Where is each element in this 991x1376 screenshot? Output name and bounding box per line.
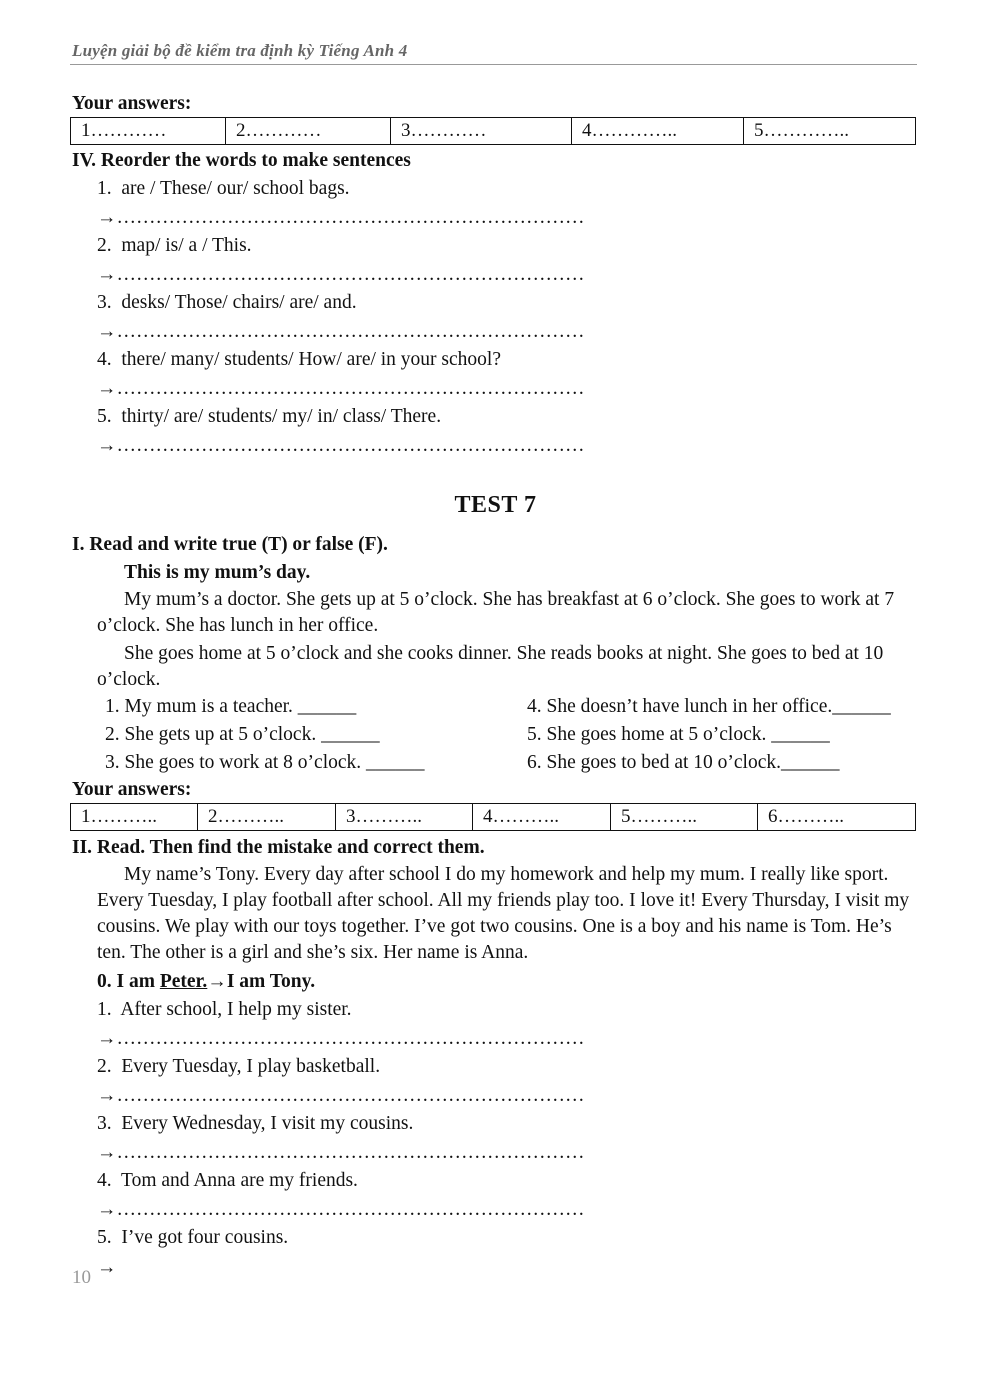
reorder-item-3: 3. desks/ Those/ chairs/ are/ and. xyxy=(97,292,357,313)
answer-cell: 2……….. xyxy=(198,804,336,831)
answer-line: →……………………………………………………………… xyxy=(97,207,585,228)
answers-label-2: Your answers: xyxy=(72,779,192,800)
answer-cell: 1……….. xyxy=(71,804,198,831)
page-number: 10 xyxy=(72,1267,91,1288)
correction-item-2: 2. Every Tuesday, I play basketball. xyxy=(97,1056,381,1077)
reorder-item-1: 1. are / These/ our/ school bags. xyxy=(97,178,350,199)
tf-statement-3: 3. She goes to work at 8 o’clock. ______ xyxy=(105,752,425,773)
answers-label-1: Your answers: xyxy=(72,93,192,114)
answer-cell: 6……….. xyxy=(758,804,916,831)
section-ii-passage: My name’s Tony. Every day after school I do my homework and help my mum. I really like sport. Every Tuesday, I play football after school. All my friends play too. I love it! Every Thursday, I visit my cousins. We play with our toys together. I’ve got two cousins. One is a boy and his name is Tom. He’s ten. The other is a girl and she’s six. Her name is Anna. xyxy=(97,864,910,963)
answer-line: →……………………………………………………………… xyxy=(97,435,585,456)
answer-line: →……………………………………………………………… xyxy=(97,264,585,285)
answer-cell: 3……….. xyxy=(336,804,473,831)
running-header: Luyện giải bộ đề kiểm tra định kỳ Tiếng Anh 4 xyxy=(72,41,408,60)
tf-statement-1: 1. My mum is a teacher. ______ xyxy=(105,696,357,717)
correction-item-3: 3. Every Wednesday, I visit my cousins. xyxy=(97,1113,414,1134)
answers-table-2 xyxy=(70,803,916,831)
answer-cell: 1………… xyxy=(71,118,226,145)
tf-statement-6: 6. She goes to bed at 10 o’clock.______ xyxy=(527,752,840,773)
passage-paragraph-1: My mum’s a doctor. She gets up at 5 o’clock. She has breakfast at 6 o’clock. She goes to work at 7 o’clock. She has lunch in her office. xyxy=(97,589,895,636)
answer-line: →……………………………………………………………… xyxy=(97,321,585,342)
reorder-item-4: 4. there/ many/ students/ How/ are/ in your school? xyxy=(97,349,501,370)
answer-cell: 4……….. xyxy=(473,804,611,831)
example-mistake: Peter. xyxy=(159,971,208,992)
answer-cell: 2………… xyxy=(226,118,391,145)
passage-paragraph-2: She goes home at 5 o’clock and she cooks dinner. She reads books at night. She goes to bed at 10 o’clock. xyxy=(97,643,884,690)
answer-cell: 3………… xyxy=(391,118,572,145)
answers-table-1 xyxy=(70,117,916,145)
header-rule xyxy=(70,64,917,65)
correction-item-4: 4. Tom and Anna are my friends. xyxy=(97,1170,358,1191)
correction-item-1: 1. After school, I help my sister. xyxy=(97,999,352,1020)
section-i-heading: I. Read and write true (T) or false (F). xyxy=(72,534,388,555)
section-ii-heading: II. Read. Then find the mistake and correct them. xyxy=(72,837,485,858)
answer-line: →……………………………………………………………… xyxy=(97,1199,585,1220)
section-iv-heading: IV. Reorder the words to make sentences xyxy=(72,150,411,171)
reorder-item-5: 5. thirty/ are/ students/ my/ in/ class/ There. xyxy=(97,406,442,427)
reorder-item-2: 2. map/ is/ a / This. xyxy=(97,235,252,256)
answer-line: →……………………………………………………………… xyxy=(97,1142,585,1163)
example-item: 0. I am Peter.→I am Tony. xyxy=(97,971,316,992)
answer-line: →……………………………………………………………… xyxy=(97,1085,585,1106)
answer-arrow: → xyxy=(97,1257,117,1278)
answer-cell: 4………….. xyxy=(572,118,744,145)
answer-line: →……………………………………………………………… xyxy=(97,1028,585,1049)
tf-statement-5: 5. She goes home at 5 o’clock. ______ xyxy=(527,724,830,745)
tf-statement-2: 2. She gets up at 5 o’clock. ______ xyxy=(105,724,380,745)
tf-statement-4: 4. She doesn’t have lunch in her office.______ xyxy=(527,696,891,717)
passage-title: This is my mum’s day. xyxy=(124,562,311,583)
answer-line: →……………………………………………………………… xyxy=(97,378,585,399)
correction-item-5: 5. I’ve got four cousins. xyxy=(97,1227,289,1248)
answer-cell: 5……….. xyxy=(611,804,758,831)
answer-cell: 5………….. xyxy=(744,118,916,145)
test-title: TEST 7 xyxy=(454,492,537,518)
